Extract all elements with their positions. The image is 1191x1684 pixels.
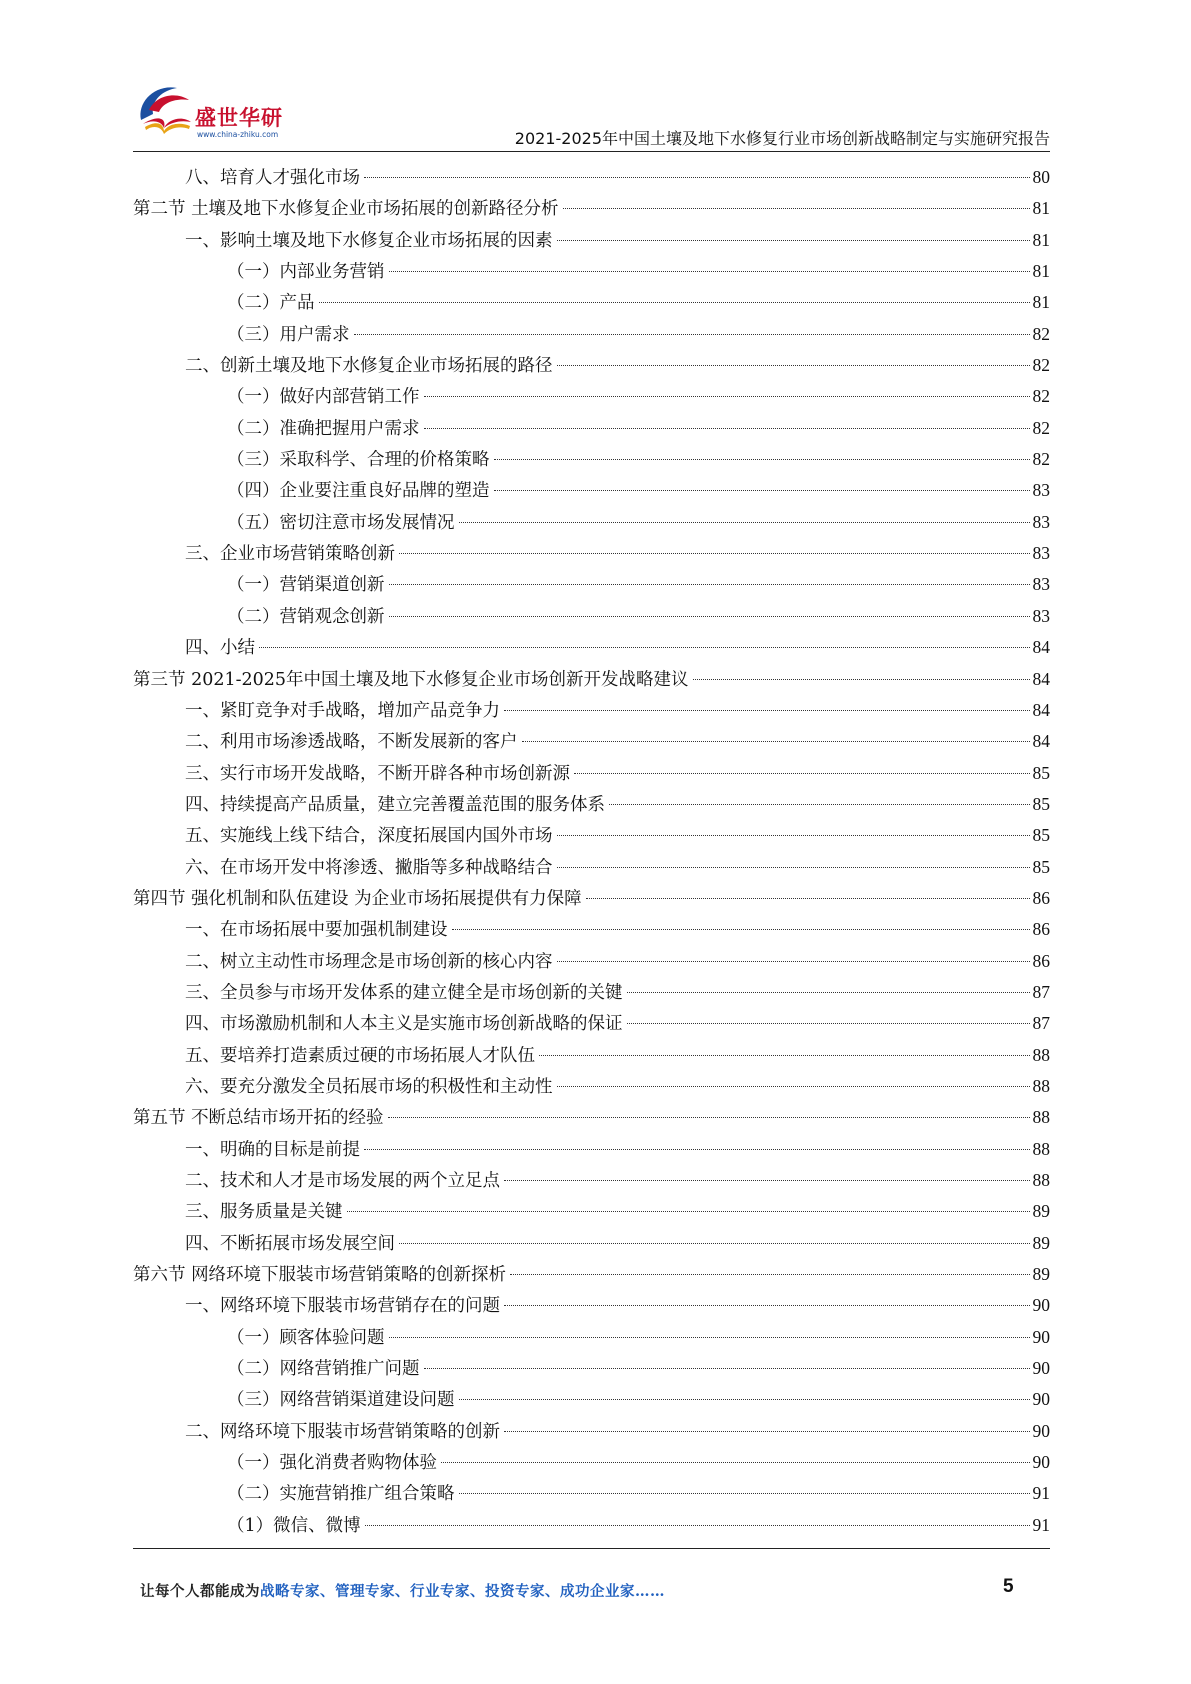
book-swoosh-logo-icon xyxy=(133,80,195,140)
toc-entry-title: 三、实行市场开发战略，不断开辟各种市场创新源 xyxy=(185,763,570,784)
toc-entry-page: 83 xyxy=(1032,511,1050,532)
toc-dot-leader xyxy=(365,1525,1030,1526)
toc-entry-page: 81 xyxy=(1032,261,1050,282)
toc-entry-title: 四、小结 xyxy=(185,638,255,659)
footer-slogan xyxy=(140,1580,665,1601)
toc-entry[interactable] xyxy=(133,162,1050,193)
toc-entry-title: （五）密切注意市场发展情况 xyxy=(227,512,455,533)
toc-entry-page: 82 xyxy=(1032,449,1050,470)
toc-entry-page: 88 xyxy=(1032,1044,1050,1065)
toc-entry[interactable] xyxy=(133,319,1050,350)
toc-entry-title: 二、树立主动性市场理念是市场创新的核心内容 xyxy=(185,951,553,972)
toc-entry-page: 83 xyxy=(1032,480,1050,501)
toc-dot-leader xyxy=(504,1431,1030,1432)
toc-dot-leader xyxy=(459,1493,1030,1494)
toc-entry-title: （一）做好内部营销工作 xyxy=(227,387,420,408)
toc-entry-title: （二）产品 xyxy=(227,293,315,314)
toc-entry-title: 五、要培养打造素质过硬的市场拓展人才队伍 xyxy=(185,1045,535,1066)
toc-entry[interactable] xyxy=(133,1071,1050,1102)
toc-entry[interactable] xyxy=(133,1290,1050,1321)
toc-entry-title: 第五节 不断总结市场开拓的经验 xyxy=(133,1108,384,1129)
toc-entry-title: 第二节 土壤及地下水修复企业市场拓展的创新路径分析 xyxy=(133,199,559,220)
toc-entry[interactable] xyxy=(133,1228,1050,1259)
toc-entry-title: 一、网络环境下服装市场营销存在的问题 xyxy=(185,1296,500,1317)
toc-entry[interactable] xyxy=(133,1384,1050,1415)
toc-entry-title: 二、利用市场渗透战略，不断发展新的客户 xyxy=(185,732,518,753)
toc-entry-page: 91 xyxy=(1032,1483,1050,1504)
toc-entry-page: 84 xyxy=(1032,731,1050,752)
toc-entry-title: （一）顾客体验问题 xyxy=(227,1327,385,1348)
toc-entry-page: 84 xyxy=(1032,699,1050,720)
toc-entry[interactable] xyxy=(133,1353,1050,1384)
toc-entry-page: 82 xyxy=(1032,355,1050,376)
toc-entry-page: 80 xyxy=(1032,167,1050,187)
toc-entry[interactable] xyxy=(133,1478,1050,1509)
logo-url: www.china-zhiku.com xyxy=(197,130,279,139)
toc-entry-page: 86 xyxy=(1032,919,1050,940)
toc-dot-leader xyxy=(424,396,1030,397)
toc-entry-title: 二、技术和人才是市场发展的两个立足点 xyxy=(185,1171,500,1191)
toc-entry[interactable] xyxy=(133,883,1050,914)
toc-entry[interactable] xyxy=(133,287,1050,318)
toc-entry-title: 四、持续提高产品质量，建立完善覆盖范围的服务体系 xyxy=(185,794,605,815)
toc-entry-page: 88 xyxy=(1032,1138,1050,1159)
toc-entry-title: （二）营销观念创新 xyxy=(227,606,385,627)
toc-entry[interactable] xyxy=(133,1134,1050,1165)
toc-dot-leader xyxy=(354,334,1030,335)
toc-entry-page: 86 xyxy=(1032,887,1050,908)
toc-dot-leader xyxy=(627,992,1030,993)
toc-entry-title: 一、影响土壤及地下水修复企业市场拓展的因素 xyxy=(185,230,553,251)
toc-dot-leader xyxy=(539,1055,1030,1056)
toc-dot-leader xyxy=(389,271,1030,272)
toc-entry[interactable] xyxy=(133,507,1050,538)
toc-dot-leader xyxy=(319,302,1030,303)
toc-entry-title: 六、在市场开发中将渗透、撇脂等多种战略结合 xyxy=(185,857,553,878)
toc-dot-leader xyxy=(424,1368,1030,1369)
toc-entry[interactable] xyxy=(133,664,1050,695)
toc-entry[interactable] xyxy=(133,695,1050,726)
toc-dot-leader xyxy=(504,1180,1030,1181)
toc-entry-page: 85 xyxy=(1032,825,1050,846)
toc-entry-title: 第六节 网络环境下服装市场营销策略的创新探析 xyxy=(133,1265,507,1286)
header-divider xyxy=(133,151,1050,152)
toc-entry[interactable] xyxy=(133,946,1050,977)
toc-dot-leader xyxy=(557,1086,1030,1087)
toc-entry-title: （一）强化消费者购物体验 xyxy=(227,1453,437,1474)
toc-dot-leader xyxy=(459,522,1030,523)
toc-entry-title: 三、全员参与市场开发体系的建立健全是市场创新的关键 xyxy=(185,982,623,1003)
slogan-prefix: 让每个人都能成为 xyxy=(140,1583,260,1600)
toc-entry-title: 二、网络环境下服装市场营销策略的创新 xyxy=(185,1421,500,1442)
slogan-roles: 战略专家、管理专家、行业专家、投资专家、成功企业家 xyxy=(260,1583,635,1600)
toc-entry-page: 84 xyxy=(1032,637,1050,658)
toc-dot-leader xyxy=(364,177,1030,178)
toc-entry-title: 四、市场激励机制和人本主义是实施市场创新战略的保证 xyxy=(185,1014,623,1035)
toc-entry-page: 90 xyxy=(1032,1420,1050,1441)
toc-dot-leader xyxy=(557,867,1030,868)
toc-entry[interactable] xyxy=(133,789,1050,820)
toc-entry-page: 85 xyxy=(1032,856,1050,877)
toc-entry-title: 八、培育人才强化市场 xyxy=(185,168,360,188)
toc-dot-leader xyxy=(452,929,1030,930)
toc-entry-page: 82 xyxy=(1032,386,1050,407)
toc-entry[interactable] xyxy=(133,977,1050,1008)
toc-entry-title: 四、不断拓展市场发展空间 xyxy=(185,1233,395,1254)
toc-entry[interactable] xyxy=(133,1008,1050,1039)
page-header xyxy=(133,80,1050,150)
toc-dot-leader xyxy=(389,584,1030,585)
toc-dot-leader xyxy=(389,616,1030,617)
toc-dot-leader xyxy=(441,1462,1030,1463)
toc-entry[interactable] xyxy=(133,820,1050,851)
toc-entry[interactable] xyxy=(133,538,1050,569)
toc-entry-page: 86 xyxy=(1032,950,1050,971)
report-title: 2021-2025年中国土壤及地下水修复行业市场创新战略制定与实施研究报告 xyxy=(514,129,1050,148)
toc-entry-page: 90 xyxy=(1032,1452,1050,1473)
toc-entry-page: 88 xyxy=(1032,1170,1050,1190)
toc-entry-page: 81 xyxy=(1032,198,1050,219)
company-logo xyxy=(133,80,333,146)
toc-entry-title: （一）内部业务营销 xyxy=(227,262,385,283)
toc-entry-title: （一）营销渠道创新 xyxy=(227,575,385,596)
table-of-contents xyxy=(133,162,1050,1541)
toc-dot-leader xyxy=(693,679,1030,680)
toc-dot-leader xyxy=(510,1274,1029,1275)
toc-entry-page: 83 xyxy=(1032,574,1050,595)
toc-entry-title: （三）用户需求 xyxy=(227,324,350,345)
toc-dot-leader xyxy=(259,647,1030,648)
toc-entry-page: 87 xyxy=(1032,1013,1050,1034)
toc-dot-leader xyxy=(347,1211,1030,1212)
toc-dot-leader xyxy=(504,1305,1030,1306)
toc-entry-page: 88 xyxy=(1032,1075,1050,1096)
toc-entry-title: 一、明确的目标是前提 xyxy=(185,1139,360,1160)
toc-entry-page: 82 xyxy=(1032,417,1050,438)
toc-entry-page: 89 xyxy=(1032,1264,1050,1285)
toc-dot-leader xyxy=(557,961,1030,962)
toc-dot-leader xyxy=(557,365,1030,366)
toc-entry[interactable] xyxy=(133,225,1050,256)
toc-entry[interactable] xyxy=(133,381,1050,412)
toc-entry-title: 一、紧盯竞争对手战略，增加产品竞争力 xyxy=(185,700,500,721)
toc-entry[interactable] xyxy=(133,569,1050,600)
toc-entry-title: （二）实施营销推广组合策略 xyxy=(227,1484,455,1505)
toc-entry-page: 83 xyxy=(1032,543,1050,564)
toc-entry[interactable] xyxy=(133,1196,1050,1227)
toc-entry[interactable] xyxy=(133,193,1050,224)
page-number: 5 xyxy=(1003,1576,1014,1597)
toc-entry-title: （三）网络营销渠道建设问题 xyxy=(227,1390,455,1411)
toc-entry[interactable] xyxy=(133,444,1050,475)
toc-entry[interactable] xyxy=(133,1040,1050,1071)
toc-dot-leader xyxy=(424,428,1030,429)
toc-dot-leader xyxy=(609,804,1030,805)
toc-entry[interactable] xyxy=(133,413,1050,444)
toc-entry-title: （二）网络营销推广问题 xyxy=(227,1359,420,1380)
toc-entry-title: 五、实施线上线下结合，深度拓展国内国外市场 xyxy=(185,826,553,847)
toc-entry-title: 二、创新土壤及地下水修复企业市场拓展的路径 xyxy=(185,356,553,377)
toc-dot-leader xyxy=(586,898,1030,899)
toc-dot-leader xyxy=(494,490,1030,491)
toc-entry-page: 84 xyxy=(1032,668,1050,689)
slogan-ellipsis: …… xyxy=(635,1583,665,1600)
toc-dot-leader xyxy=(494,459,1030,460)
toc-entry[interactable] xyxy=(133,1447,1050,1478)
toc-entry-page: 89 xyxy=(1032,1201,1050,1222)
toc-entry-page: 82 xyxy=(1032,323,1050,344)
toc-dot-leader xyxy=(574,773,1030,774)
toc-entry[interactable] xyxy=(133,1510,1050,1541)
toc-dot-leader xyxy=(399,553,1030,554)
toc-dot-leader xyxy=(557,240,1030,241)
toc-dot-leader xyxy=(522,741,1030,742)
toc-entry[interactable] xyxy=(133,1102,1050,1133)
toc-entry[interactable] xyxy=(133,632,1050,663)
toc-entry-page: 90 xyxy=(1032,1358,1050,1379)
logo-text: 盛世华研 xyxy=(195,106,283,130)
toc-entry-page: 85 xyxy=(1032,762,1050,783)
toc-entry[interactable] xyxy=(133,1322,1050,1353)
toc-entry-title: 一、在市场拓展中要加强机制建设 xyxy=(185,920,448,941)
toc-entry-page: 87 xyxy=(1032,981,1050,1002)
toc-entry-page: 90 xyxy=(1032,1295,1050,1316)
toc-entry-title: （三）采取科学、合理的价格策略 xyxy=(227,450,490,471)
toc-entry[interactable] xyxy=(133,726,1050,757)
toc-entry-page: 81 xyxy=(1032,292,1050,313)
toc-dot-leader xyxy=(557,835,1030,836)
toc-entry-title: 六、要充分激发全员拓展市场的积极性和主动性 xyxy=(185,1076,553,1097)
toc-entry[interactable] xyxy=(133,758,1050,789)
toc-entry-title: （1）微信、微博 xyxy=(227,1515,361,1536)
toc-entry-page: 89 xyxy=(1032,1232,1050,1253)
toc-entry-page: 83 xyxy=(1032,605,1050,626)
toc-entry[interactable] xyxy=(133,1165,1050,1196)
toc-dot-leader xyxy=(459,1399,1030,1400)
toc-entry[interactable] xyxy=(133,1259,1050,1290)
toc-entry[interactable] xyxy=(133,1416,1050,1447)
toc-entry[interactable] xyxy=(133,350,1050,381)
toc-entry-title: 三、企业市场营销策略创新 xyxy=(185,544,395,565)
toc-dot-leader xyxy=(389,1337,1030,1338)
toc-dot-leader xyxy=(627,1023,1030,1024)
toc-dot-leader xyxy=(563,208,1030,209)
toc-entry-title: （二）准确把握用户需求 xyxy=(227,418,420,439)
toc-dot-leader xyxy=(388,1117,1030,1118)
toc-entry[interactable] xyxy=(133,601,1050,632)
toc-dot-leader xyxy=(399,1243,1030,1244)
toc-entry[interactable] xyxy=(133,256,1050,287)
toc-entry-title: 第三节 2021-2025年中国土壤及地下水修复企业市场创新开发战略建议 xyxy=(133,669,689,690)
toc-entry[interactable] xyxy=(133,475,1050,506)
toc-entry-title: 第四节 强化机制和队伍建设 为企业市场拓展提供有力保障 xyxy=(133,888,582,909)
toc-entry-page: 85 xyxy=(1032,793,1050,814)
toc-entry[interactable] xyxy=(133,914,1050,945)
toc-entry[interactable] xyxy=(133,852,1050,883)
toc-entry-page: 81 xyxy=(1032,229,1050,250)
toc-dot-leader xyxy=(504,710,1030,711)
toc-entry-page: 88 xyxy=(1032,1107,1050,1128)
toc-entry-page: 90 xyxy=(1032,1389,1050,1410)
toc-entry-title: 三、服务质量是关键 xyxy=(185,1202,343,1223)
toc-entry-page: 91 xyxy=(1032,1514,1050,1535)
toc-entry-page: 90 xyxy=(1032,1326,1050,1347)
footer-divider xyxy=(133,1548,1050,1549)
toc-dot-leader xyxy=(364,1149,1030,1150)
toc-entry-title: （四）企业要注重良好品牌的塑造 xyxy=(227,481,490,502)
